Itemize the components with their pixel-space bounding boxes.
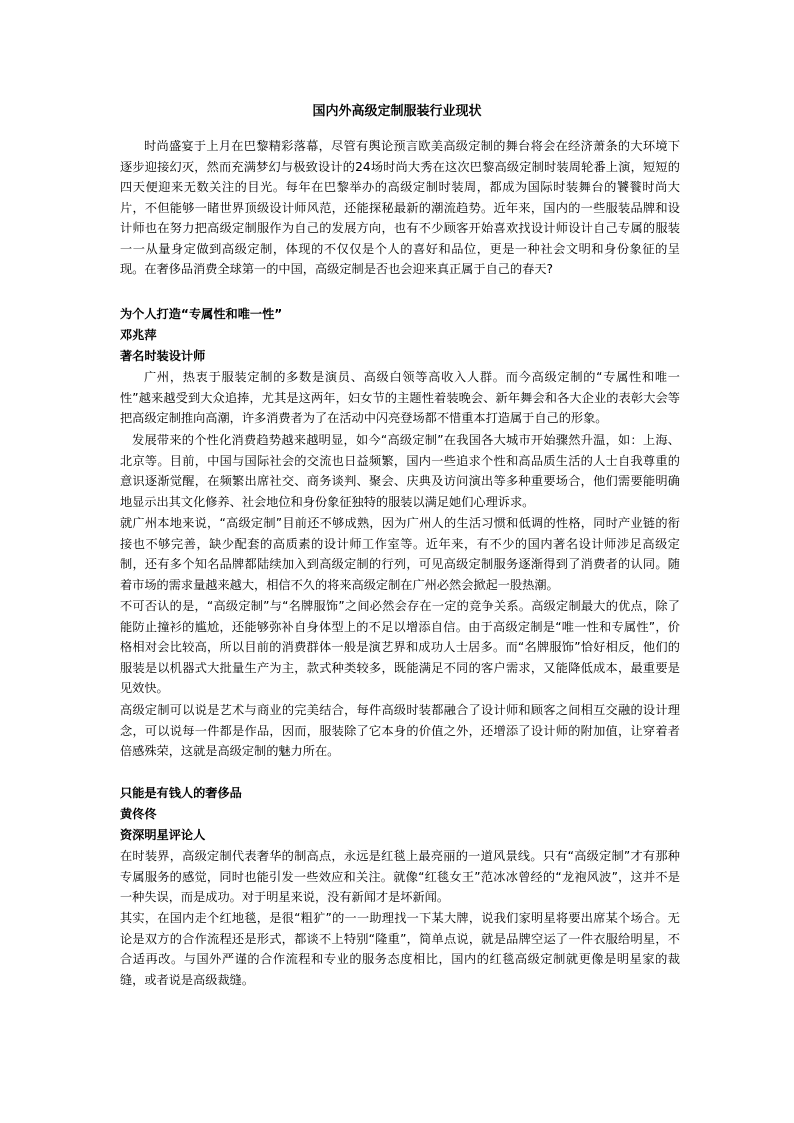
section1-paragraph-5: 高级定制可以说是艺术与商业的完美结合，每件高级时装都融合了设计师和顾客之间相互交融的设计理念，可以说每一件都是作品，因而，服装除了它本身的价值之外，还增添了设计师的附加值，让穿着者倍感殊荣，这就是高级定制的魅力所在。 [120,703,680,758]
section2-heading: 只能是有钱人的奢侈品 [120,786,242,800]
section1-heading: 为个人打造“专属性和唯一性” [120,307,283,321]
document-title: 国内外高级定制服装行业现状 [312,104,482,119]
section1-paragraph-1: 广州，热衷于服装定制的多数是演员、高级白领等高收入人群。而今高级定制的“专属性和唯一性”越来越受到大众追捧，尤其是这两年，妇女节的主题性着装晚会、新年舞会和各大企业的表彰大会等把高级定制推向高潮，许多消费者为了在活动中闪亮登场都不惜重本打造属于自己的形象。 [120,370,680,425]
section1-paragraph-2: 发展带来的个性化消费趋势越来越明显，如今“高级定制”在我国各大城市开始骤然升温，如：上海、北京等。目前，中国与国际社会的交流也日益频繁，国内一些追求个性和高品质生活的人士自我尊重的意识逐渐觉醒，在频繁出席社交、商务谈判、聚会、庆典及访问演出等多种重要场合，他们需要能明确地显示出其文化修养、社会地位和身份象征独特的服装以满足她们心理诉求。 [120,433,680,509]
section1-author-role: 著名时装设计师 [120,349,206,363]
section2-author-role: 资深明星评论人 [120,828,206,842]
section2-paragraph-1: 在时装界，高级定制代表奢华的制高点，永远是红毯上最亮丽的一道风景线。只有“高级定制”才有那种专属服务的感觉，同时也能引发一些效应和关注。就像“红毯女王”范冰冰曾经的“龙袍风波”，这并不是一种失误，而是成功。对于明星来说，没有新闻才是坏新闻。 [120,849,680,904]
section1-author-name: 邓兆萍 [120,328,157,342]
intro-paragraph: 时尚盛宴于上月在巴黎精彩落幕，尽管有舆论预言欧美高级定制的舞台将会在经济萧条的大环境下逐步迎接幻灭，然而充满梦幻与极致设计的24场时尚大秀在这次巴黎高级定制时装周轮番上演，短短的四天便迎来无数关注的目光。每年在巴黎举办的高级定制时装周，都成为国际时装舞台的饕餮时尚大片，不但能够一睹世界顶级设计师风范，还能探秘最新的潮流趋势。近年来，国内的一些服装品牌和设计师也在努力把高级定制服作为自己的发展方向，也有不少顾客开始喜欢找设计师设计自己专属的服装一一从量身定做到高级定制，体现的不仅仅是个人的喜好和品位，更是一种社会文明和身份象征的呈现。在奢侈品消费全球第一的中国，高级定制是否也会迎来真正属于自己的春天? [120,139,680,276]
section2-paragraph-2: 其实，在国内走个红地毯，是很“粗犷”的一一助理找一下某大牌，说我们家明星将要出席某个场合。无论是双方的合作流程还是形式，都谈不上特别“隆重”，简单点说，就是品牌空运了一件衣服给明星，不合适再改。与国外严谨的合作流程和专业的服务态度相比，国内的红毯高级定制就更像是明星家的裁缝，或者说是高级裁缝。 [120,911,680,987]
section1-paragraph-3: 就广州本地来说，“高级定制”目前还不够成熟，因为广州人的生活习惯和低调的性格，同时产业链的衔接也不够完善，缺少配套的高质素的设计师工作室等。近年来，有不少的国内著名设计师涉足高级定制，还有多个知名品牌都陆续加入到高级定制的行列，可见高级定制服务逐渐得到了消费者的认同。随着市场的需求量越来越大，相信不久的将来高级定制在广州必然会掀起一股热潮。 [120,516,680,592]
section1-paragraph-4: 不可否认的是，“高级定制”与“名牌服饰”之间必然会存在一定的竞争关系。高级定制最大的优点，除了能防止撞衫的尴尬，还能够弥补自身体型上的不足以增添自信。由于高级定制是“唯一性和专属性”，价格相对会比较高，所以目前的消费群体一般是演艺界和成功人士居多。而“名牌服饰”恰好相反，他们的服装是以机器式大批量生产为主，款式种类较多，既能满足不同的客户需求，又能降低成本，最重要是见效快。 [120,599,680,695]
section2-author-name: 黄佟佟 [120,807,157,821]
